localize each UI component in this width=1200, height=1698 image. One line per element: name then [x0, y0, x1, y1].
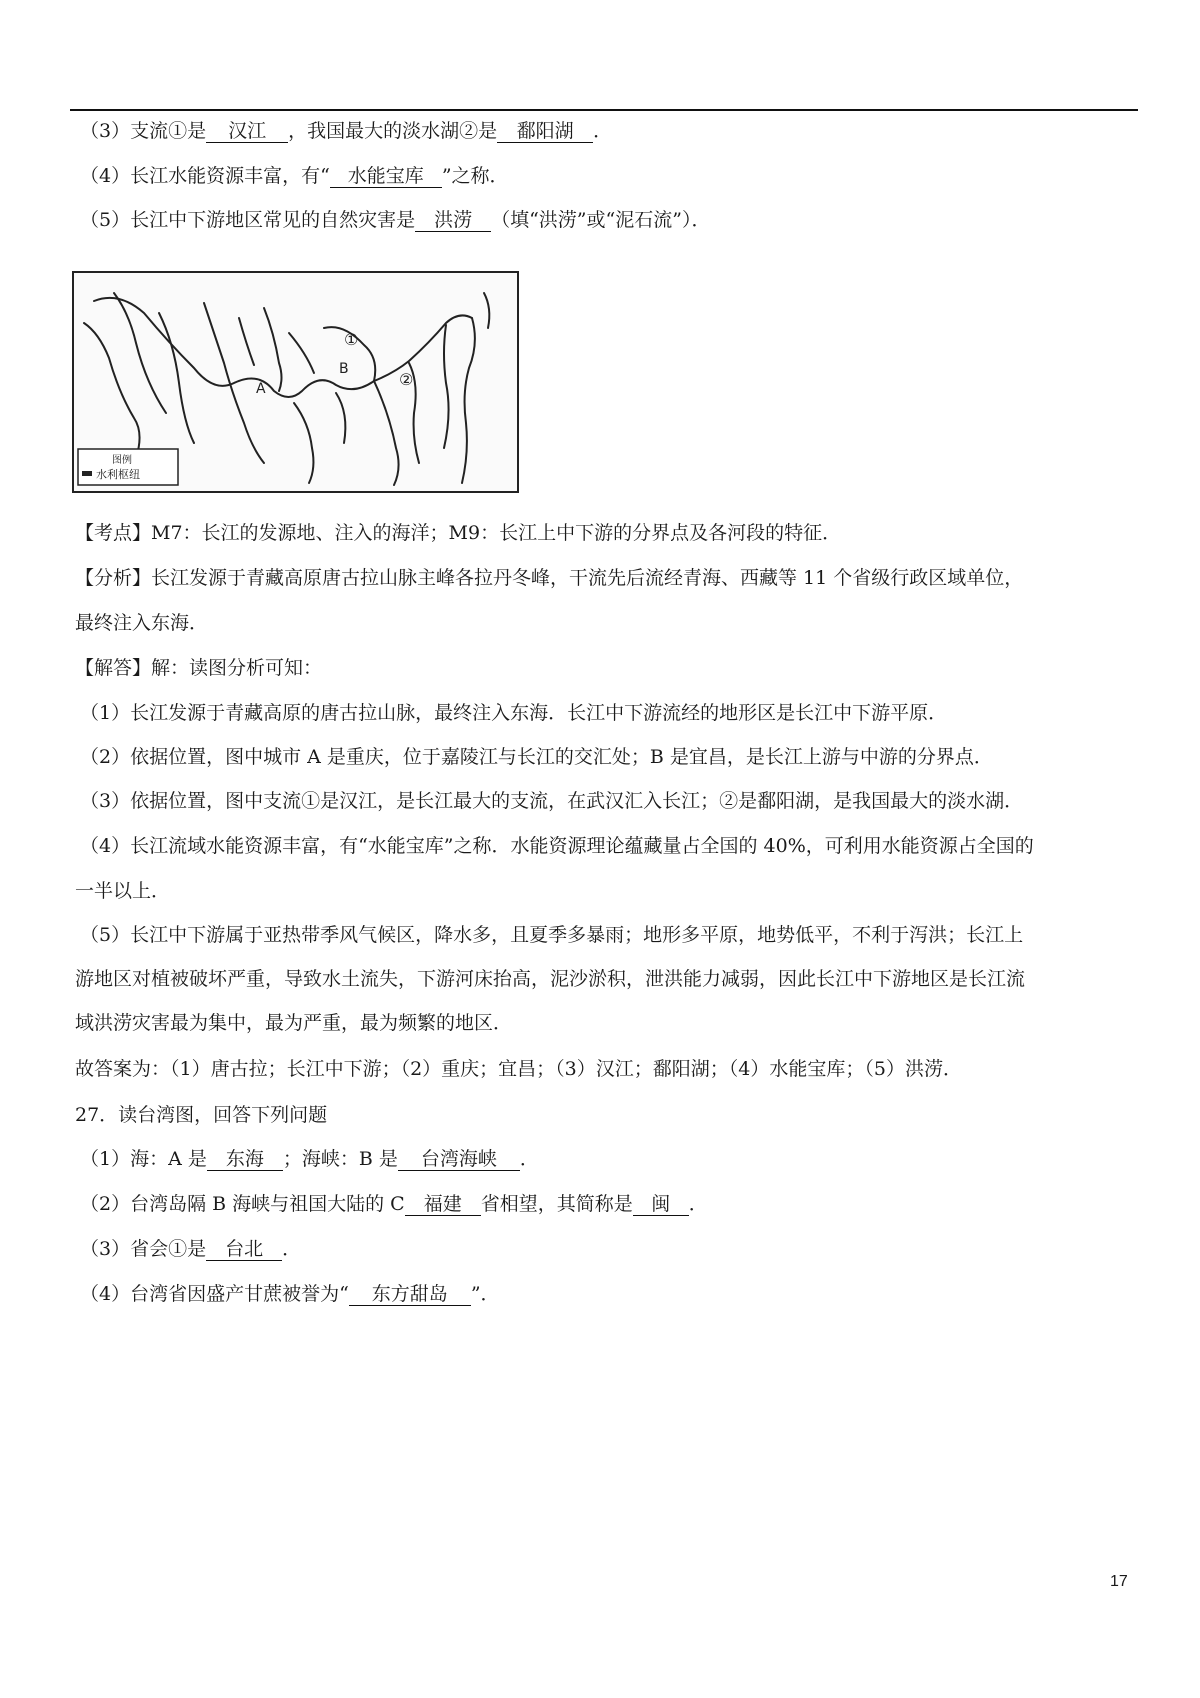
final-answer-line: 故答案为：（1）唐古拉；长江中下游；（2）重庆；宜昌；（3）汉江；鄱阳湖；（4）水能宝库；（5）洪涝． — [75, 1058, 962, 1080]
map-legend-item: 水利枢纽 — [96, 468, 140, 481]
fenxi-line-2: 最终注入东海． — [75, 612, 209, 634]
answer-blank: 东方甜岛 — [349, 1283, 471, 1306]
q-line-5: （5）长江中下游地区常见的自然灾害是 洪涝 （填“洪涝”或“泥石流”）． — [80, 209, 711, 231]
kaodian-line: 【考点】M7：长江的发源地、注入的海洋；M9：长江上中下游的分界点及各河段的特征． — [75, 522, 842, 544]
answer-blank: 福建 — [405, 1193, 481, 1216]
answer-blank: 汉江 — [206, 120, 288, 143]
answer-line-5a: （5）长江中下游属于亚热带季风气候区，降水多，且夏季多暴雨；地形多平原，地势低平，不利于泻洪；长江上 — [80, 924, 1024, 946]
map-label-a: A — [256, 381, 266, 397]
answer-line-5c: 域洪涝灾害最为集中，最为严重，最为频繁的地区． — [75, 1012, 513, 1034]
answer-blank: 水能宝库 — [330, 165, 442, 188]
q27-line-2: （2）台湾岛隔 B 海峡与祖国大陆的 C 福建 省相望，其简称是 闽 ． — [80, 1193, 708, 1215]
map-label-b: B — [339, 361, 349, 377]
q-line-3: （3）支流①是 汉江 ，我国最大的淡水湖②是 鄱阳湖 ． — [80, 120, 613, 142]
map-label-lake-2: ② — [399, 370, 414, 389]
answer-line-5b: 游地区对植被破坏严重，导致水土流失，下游河床抬高，泥沙淤积，泄洪能力减弱，因此长江中下游地区是长江流 — [75, 968, 1026, 990]
answer-blank: 东海 — [207, 1148, 283, 1171]
q-line-4: （4）长江水能资源丰富，有“ 水能宝库 ”之称． — [80, 165, 509, 187]
fenxi-line-1: 【分析】长江发源于青藏高原唐古拉山脉主峰各拉丹冬峰，干流先后流经青海、西藏等 11 个省级行政区域单位， — [75, 567, 1024, 589]
jieda-line: 【解答】解：读图分析可知： — [75, 657, 323, 679]
answer-blank: 洪涝 — [415, 209, 491, 232]
q27-line-3: （3）省会①是 台北 ． — [80, 1238, 302, 1260]
map-legend-title: 图例 — [112, 455, 132, 466]
q27-title: 27．读台湾图，回答下列问题 — [75, 1104, 328, 1126]
header-rule — [70, 109, 1138, 111]
yangtze-map — [72, 271, 519, 493]
answer-blank: 鄱阳湖 — [497, 120, 593, 143]
map-label-tributary-1: ① — [344, 330, 359, 349]
answer-line-3: （3）依据位置，图中支流①是汉江，是长江最大的支流，在武汉汇入长江；②是鄱阳湖，是我国最大的淡水湖． — [80, 790, 1024, 812]
answer-blank: 台北 — [206, 1238, 282, 1261]
answer-line-1: （1）长江发源于青藏高原的唐古拉山脉，最终注入东海．长江中下游流经的地形区是长江中下游平原． — [80, 702, 948, 724]
yangtze-map-drawing — [74, 273, 517, 491]
answer-blank: 闽 — [633, 1193, 689, 1216]
q27-line-1: （1）海：A 是 东海 ；海峡：B 是 台湾海峡 ． — [80, 1148, 539, 1170]
answer-line-4a: （4）长江流域水能资源丰富，有“水能宝库”之称．水能资源理论蕴藏量占全国的 40%，可利用水能资源占全国的 — [80, 835, 1034, 857]
answer-line-2: （2）依据位置，图中城市 A 是重庆，位于嘉陵江与长江的交汇处；B 是宜昌，是长江上游与中游的分界点． — [80, 746, 993, 768]
q27-line-4: （4）台湾省因盛产甘蔗被誉为“ 东方甜岛 ”． — [80, 1283, 500, 1305]
page-number: 17 — [1110, 1573, 1128, 1590]
answer-blank: 台湾海峡 — [398, 1148, 520, 1171]
answer-line-4b: 一半以上． — [75, 880, 171, 902]
